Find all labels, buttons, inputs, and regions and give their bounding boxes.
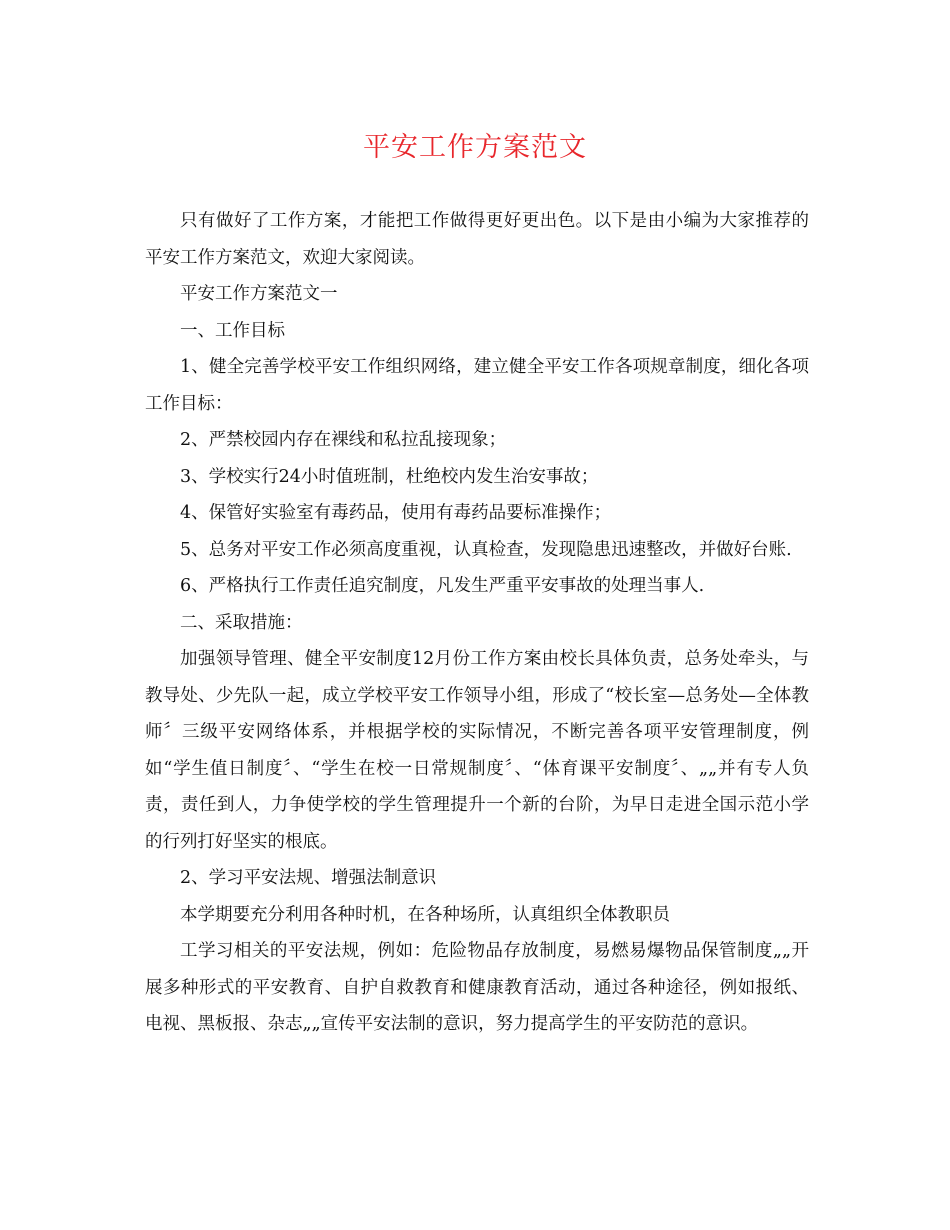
goal-item-6: 6、严格执行工作责任追究制度，凡发生严重平安事故的处理当事人. xyxy=(180,576,705,596)
intro-paragraph: 只有做好了工作方案，才能把工作做得更好更出色。以下是由小编为大家推荐的平安工作方案范文，欢迎大家阅读。 xyxy=(145,211,809,268)
measure-item-2-continuation: 工学习相关的平安法规，例如：危险物品存放制度，易燃易爆物品保管制度„„开展多种形式的平安教育、自护自救教育和健康教育活动，通过各种途径，例如报纸、电视、黑板报、杂志„„宣传平安法制的意识，努力提高学生的平安防范的意识。 xyxy=(145,941,809,1034)
measure-item-2-paragraph: 本学期要充分利用各种时机，在各种场所，认真组织全体教职员 xyxy=(180,904,670,925)
measures-paragraph: 加强领导管理、健全平安制度12月份工作方案由校长具体负责，总务处牵头，与教导处、少先队一起，成立学校平安工作领导小组，形成了“校长室—总务处—全体教师〞三级平安网络体系，并根据学校的实际情况，不断完善各项平安管理制度，例如“学生值日制度〞、“学生在校一日常规制度〞、“体育课平安制度〞、„„并有专人负责，责任到人，力争使学校的学生管理提升一个新的台阶，为早日走进全国示范小学的行列打好坚实的根底。 xyxy=(145,649,809,852)
document-title: 平安工作方案范文 xyxy=(363,132,587,163)
goal-item-5: 5、总务对平安工作必须高度重视，认真检查，发现隐患迅速整改，并做好台账. xyxy=(180,539,792,560)
section-heading-sample-one: 平安工作方案范文一 xyxy=(180,284,338,304)
goal-item-2: 2、严禁校园内存在裸线和私拉乱接现象； xyxy=(180,430,507,450)
section-heading-goals: 一、工作目标 xyxy=(180,320,285,341)
measure-item-2-heading: 2、学习平安法规、增强法制意识 xyxy=(180,868,437,888)
goal-item-3: 3、学校实行24小时值班制，杜绝校内发生治安事故； xyxy=(180,466,599,487)
goal-item-4: 4、保管好实验室有毒药品，使用有毒药品要标准操作； xyxy=(180,503,612,523)
section-heading-measures: 二、采取措施： xyxy=(180,612,303,633)
goal-item-1: 1、健全完善学校平安工作组织网络，建立健全平安工作各项规章制度，细化各项工作目标： xyxy=(145,357,809,414)
document-body xyxy=(145,203,809,1043)
